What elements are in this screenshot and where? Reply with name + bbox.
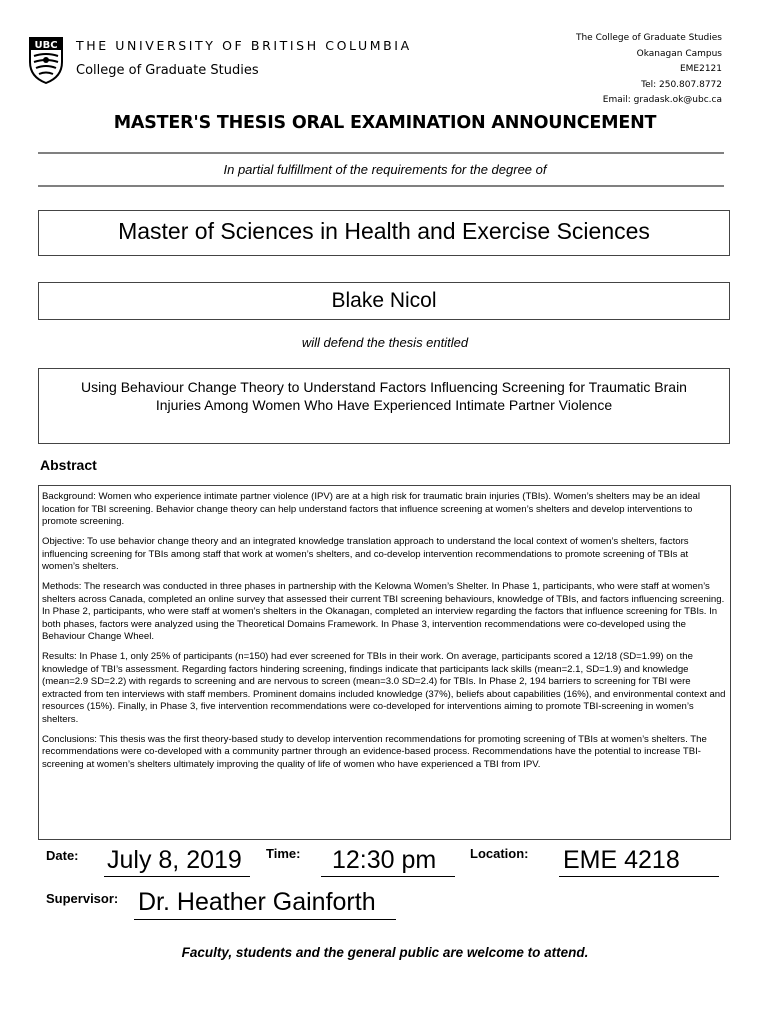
logo-text: UBC	[34, 40, 58, 51]
location-label: Location:	[470, 846, 529, 861]
abstract-paragraph-results: Results: In Phase 1, only 25% of participants (n=150) had ever screened for TBIs in their work. On average, participants scored a 12/18 (SD=1.99) on the knowledge of TBI’s assessment. Regarding factors hindering screening, findings indicate that participants lack skills (mean=2.1, SD=1.9) and knowledge (mean=2.9 SD=2.2) with regards to screening and are nervous to screen (mean=3.0 SD=2.4) for TBIs. In Phase 2, 194 barriers to screening for TBI were extracted from ten interviews with staff members. Prominent domains included knowledge (37%), beliefs about capabilities (16%), and environmental context and resources (15%). Finally, in Phase 3, five intervention recommendations were co-developed for interventions aiming to promote TBI-screening in women’s shelters.	[42, 651, 726, 725]
time-underline	[321, 876, 455, 877]
college-name: College of Graduate Studies	[76, 63, 259, 78]
time-value: 12:30 pm	[332, 846, 437, 874]
abstract-paragraph-methods: Methods: The research was conducted in three phases in partnership with the Kelowna Women’s Shelter. In Phase 1, participants, who were staff at women’s shelters across Canada, completed an online survey that assessed their current TBI screening behaviours, knowledge of TBIs, and factors influencing screening. In Phase 2, participants, who were staff at women’s shelters in the Okanagan, completed an interview regarding the factors that influence screening for TBIs. In both phases, factors were analyzed using the Theoretical Domains Framework. In Phase 3, intervention recommendations were co-developed using the Behaviour Change Wheel.	[42, 581, 725, 642]
location-value: EME 4218	[563, 846, 680, 874]
divider-bottom	[38, 185, 724, 187]
contact-line: Okanagan Campus	[636, 48, 722, 59]
thesis-title: Using Behaviour Change Theory to Understand Factors Influencing Screening for Traumatic Brain Injuries Among Women Who Have Experienced Intimate Partner Violence	[38, 368, 730, 444]
abstract-paragraph-conclusions: Conclusions: This thesis was the first theory-based study to develop intervention recommendations for promoting screening of TBIs at women’s shelters. The recommendations were co-developed with a community partner through an evidence-based process. Recommendations have the potential to increase TBI-screening at women’s shelters ultimately improving the quality of life of women who have experienced a TBI from IPV.	[42, 733, 707, 770]
candidate-name: Blake Nicol	[38, 282, 730, 320]
supervisor-underline	[134, 919, 396, 920]
divider-top	[38, 152, 724, 154]
abstract-box	[38, 485, 731, 840]
date-value: July 8, 2019	[107, 846, 242, 874]
page-title: MASTER'S THESIS ORAL EXAMINATION ANNOUNCEMENT	[113, 113, 657, 133]
contact-email: Email: gradask.ok@ubc.ca	[602, 95, 722, 105]
date-label: Date:	[46, 848, 79, 863]
defend-line: will defend the thesis entitled	[301, 335, 469, 350]
contact-line: Tel: 250.807.8772	[641, 79, 722, 90]
contact-line: EME2121	[679, 64, 722, 74]
contact-line: The College of Graduate Studies	[575, 33, 722, 43]
abstract-heading: Abstract	[40, 457, 97, 473]
supervisor-label: Supervisor:	[46, 891, 119, 906]
footer-note: Faculty, students and the general public are welcome to attend.	[181, 945, 589, 960]
date-underline	[104, 876, 250, 877]
location-underline	[559, 876, 719, 877]
abstract-paragraph-background: Background: Women who experience intimate partner violence (IPV) are at a high risk for traumatic brain injuries (TBIs). Women’s shelters may be an ideal location for TBI screening. Behavior change theory can help understand factors that influence screening at women’s shelters and develop interventions to promote screening.	[42, 491, 701, 527]
ubc-logo	[28, 36, 64, 84]
degree-box: Master of Sciences in Health and Exercise Sciences	[38, 210, 730, 256]
time-label: Time:	[266, 846, 301, 861]
abstract-paragraph-objective: Objective: To use behavior change theory and an integrated knowledge translation approach to understand the local context of women’s shelters, factors influencing screening for TBIs among staff that work at women’s shelters, and co-develop intervention recommendations to promote screening of TBIs at women’s shelters.	[42, 536, 689, 572]
university-name: THE UNIVERSITY OF BRITISH COLUMBIA	[76, 38, 412, 53]
contact-block	[576, 31, 722, 109]
supervisor-value: Dr. Heather Gainforth	[138, 888, 376, 916]
fulfillment-line: In partial fulfillment of the requirements for the degree of	[223, 162, 547, 177]
